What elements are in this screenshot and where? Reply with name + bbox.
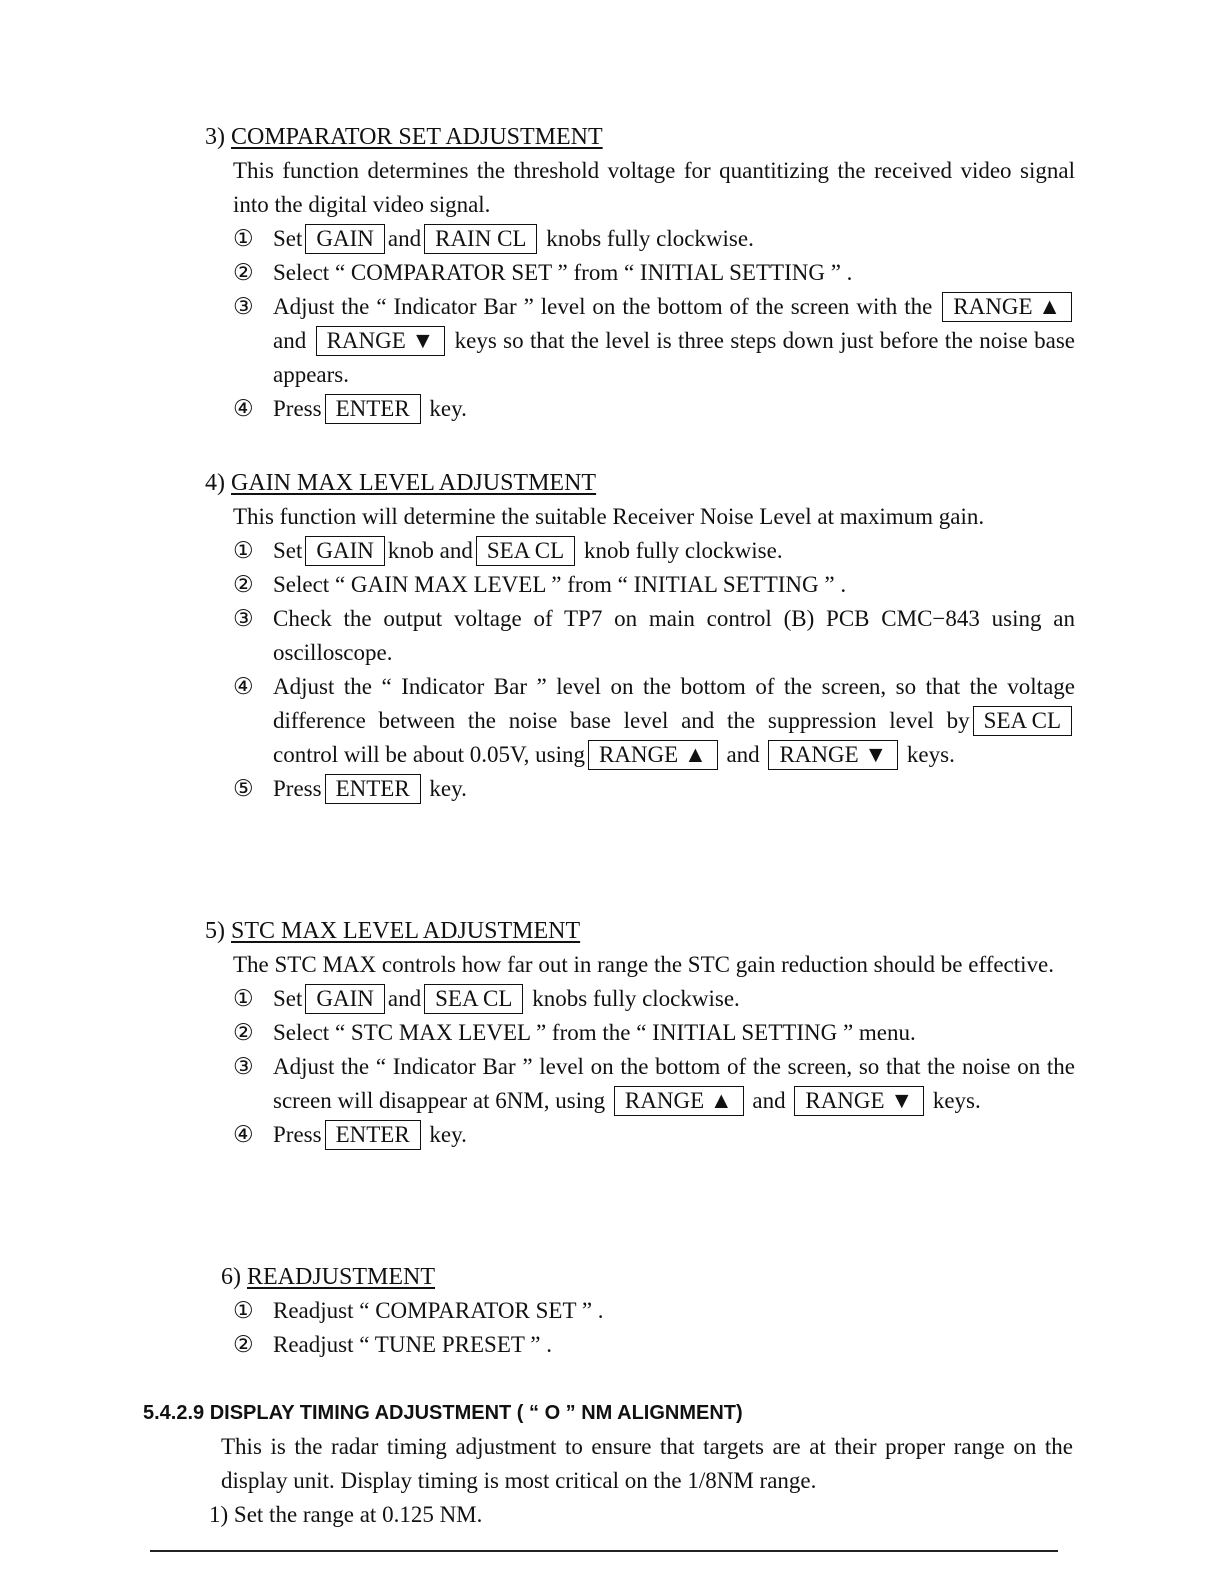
step-3: ③ Adjust the “ Indicator Bar ” level on the bottom of the screen with the RANGE ▲ and RANGE ▼ keys so that the level is three steps down just before the noise base appears. — [233, 290, 1075, 392]
key-enter: ENTER — [325, 394, 421, 424]
step-number: ② — [233, 260, 254, 285]
key-range-up: RANGE ▲ — [942, 292, 1072, 322]
step-number: ② — [233, 1020, 254, 1045]
key-range-down: RANGE ▼ — [794, 1086, 924, 1116]
section-title: STC MAX LEVEL ADJUSTMENT — [231, 918, 581, 944]
key-sea-cl: SEA CL — [424, 984, 523, 1014]
section-title: GAIN MAX LEVEL ADJUSTMENT — [231, 470, 597, 496]
step-number: ① — [233, 226, 254, 251]
section-intro: This is the radar timing adjustment to ensure that targets are at their proper range on the display unit. Display timing is most critical on the 1/8NM range. — [221, 1434, 1073, 1493]
key-sea-cl: SEA CL — [973, 706, 1072, 736]
section-heading: 3) COMPARATOR SET ADJUSTMENT — [205, 124, 603, 150]
section-heading: 6) READJUSTMENT — [221, 1264, 436, 1290]
section-intro: This function determines the threshold voltage for quantitizing the received video signal into the digital video signal. — [233, 158, 1075, 217]
step-number: ④ — [233, 396, 254, 421]
key-rain-cl: RAIN CL — [424, 224, 537, 254]
key-range-up: RANGE ▲ — [588, 740, 718, 770]
step-3: ③ Adjust the “ Indicator Bar ” level on the bottom of the screen, so that the noise on the screen will disappear at 6NM, using RANGE ▲ and RANGE ▼ keys. — [233, 1050, 1075, 1118]
section-display-timing — [143, 1396, 1073, 1532]
key-enter: ENTER — [325, 1120, 421, 1150]
section-stc-max-level — [205, 914, 1075, 1152]
step-number: ① — [233, 986, 254, 1011]
step-3: ③ Check the output voltage of TP7 on main control (B) PCB CMC−843 using an oscilloscope. — [233, 602, 1075, 670]
step-number: ② — [233, 572, 254, 597]
key-gain: GAIN — [305, 536, 385, 566]
step-number: ③ — [233, 294, 254, 319]
key-enter: ENTER — [325, 774, 421, 804]
step-2: ② Select “ COMPARATOR SET ” from “ INITIAL SETTING ” . — [233, 256, 1075, 290]
step-5: ⑤ Press ENTER key. — [233, 772, 1075, 806]
section-heading: 4) GAIN MAX LEVEL ADJUSTMENT — [205, 470, 597, 496]
step-4: ④ Press ENTER key. — [233, 392, 1075, 426]
key-range-up: RANGE ▲ — [614, 1086, 744, 1116]
section-heading: 5) STC MAX LEVEL ADJUSTMENT — [205, 918, 581, 944]
section-readjustment — [221, 1260, 1091, 1362]
key-range-down: RANGE ▼ — [316, 326, 446, 356]
step-number: ① — [233, 538, 254, 563]
step-4: ④ Press ENTER key. — [233, 1118, 1075, 1152]
section-heading: 5.4.2.9 DISPLAY TIMING ADJUSTMENT ( “ O ” NM ALIGNMENT) — [143, 1402, 743, 1424]
step-number: ⑤ — [233, 776, 254, 801]
step-number: ② — [233, 1332, 254, 1357]
step-2: ② Readjust “ TUNE PRESET ” . — [233, 1328, 1091, 1362]
step-1: ① Readjust “ COMPARATOR SET ” . — [233, 1294, 1091, 1328]
step-4: ④ Adjust the “ Indicator Bar ” level on the bottom of the screen, so that the voltage difference between the noise base level and the suppression level by SEA CL control will be about 0.05V, using RANGE ▲ and RANGE ▼ keys. — [233, 670, 1075, 772]
section-gain-max-level — [205, 466, 1075, 806]
section-title: READJUSTMENT — [247, 1264, 436, 1290]
step-2: ② Select “ STC MAX LEVEL ” from the “ INITIAL SETTING ” menu. — [233, 1016, 1075, 1050]
section-title: COMPARATOR SET ADJUSTMENT — [231, 124, 603, 150]
step-1: ① Set GAIN and RAIN CL knobs fully clockwise. — [233, 222, 1075, 256]
key-range-down: RANGE ▼ — [768, 740, 898, 770]
section-intro: This function will determine the suitable Receiver Noise Level at maximum gain. — [233, 504, 985, 529]
key-gain: GAIN — [305, 224, 385, 254]
step-1: 1) Set the range at 0.125 NM. — [209, 1502, 483, 1527]
key-gain: GAIN — [305, 984, 385, 1014]
step-number: ③ — [233, 606, 254, 631]
step-1: ① Set GAIN and SEA CL knobs fully clockwise. — [233, 982, 1075, 1016]
step-number: ④ — [233, 1122, 254, 1147]
bottom-rule — [150, 1550, 1058, 1552]
step-number: ④ — [233, 674, 254, 699]
step-number: ① — [233, 1298, 254, 1323]
key-sea-cl: SEA CL — [476, 536, 575, 566]
step-2: ② Select “ GAIN MAX LEVEL ” from “ INITIAL SETTING ” . — [233, 568, 1075, 602]
section-comparator-set — [205, 120, 1075, 426]
section-intro: The STC MAX controls how far out in range the STC gain reduction should be effective. — [233, 952, 1055, 977]
step-1: ① Set GAIN knob and SEA CL knob fully clockwise. — [233, 534, 1075, 568]
step-number: ③ — [233, 1054, 254, 1079]
